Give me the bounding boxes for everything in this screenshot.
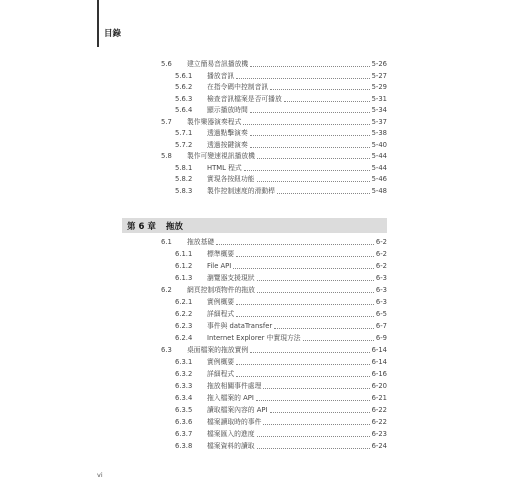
- toc-entry-title: 實例概要: [207, 358, 235, 366]
- toc-subsection-entry: [175, 381, 387, 392]
- chapter-title: 拖放: [165, 221, 183, 232]
- toc-entry-number: 6.3.7: [175, 430, 193, 438]
- toc-entry-page: 5-37: [371, 117, 387, 126]
- toc-entry-number: 5.8: [161, 152, 172, 160]
- toc-entry-page: 6-2: [375, 238, 387, 246]
- toc-entry-number: 6.3.1: [175, 358, 193, 366]
- toc-subsection-entry: [175, 357, 387, 368]
- toc-entry-number: 5.6.2: [175, 83, 193, 91]
- toc-entry-title: 桌面檔案的拖放實例: [187, 346, 249, 354]
- dot-leader: [236, 304, 374, 305]
- toc-entry-title: 檢查音訊檔案是否可播放: [207, 94, 282, 103]
- toc-subsection-entry: [175, 309, 387, 320]
- toc-entry-title: 製作樂器演奏程式: [187, 117, 242, 126]
- dot-leader: [270, 412, 370, 413]
- toc-entry-page: 5-48: [371, 186, 387, 195]
- toc-entry-number: 6.2: [161, 286, 172, 294]
- dot-leader: [257, 292, 374, 293]
- dot-leader: [244, 170, 370, 171]
- toc-entry-page: 6-20: [371, 382, 387, 390]
- dot-leader: [233, 268, 374, 269]
- header-rule: [97, 0, 99, 47]
- dot-leader: [263, 424, 369, 425]
- toc-subsection-entry: [175, 174, 387, 185]
- toc-entry-title: 網頁控制項物件的拖放: [187, 286, 255, 294]
- toc-entry-title: HTML 程式: [207, 163, 242, 172]
- dot-leader: [250, 112, 370, 113]
- toc-entry-title: 實現各按鈕功能: [207, 175, 255, 183]
- toc-entry-title: 檔案資料的讀取: [207, 442, 255, 450]
- toc-subsection-entry: [175, 249, 387, 260]
- toc-subsection-entry: [175, 140, 387, 151]
- toc-entry-title: 建立簡易音訊播放機: [187, 60, 249, 68]
- toc-entry-title: 透過按鍵演奏: [207, 140, 248, 149]
- toc-entry-number: 5.6.1: [175, 71, 193, 80]
- toc-entry-number: 5.7.2: [175, 140, 193, 149]
- running-header: 目錄: [104, 29, 122, 39]
- toc-entry-number: 5.6.3: [175, 94, 193, 103]
- toc-entry-title: 詳細程式: [207, 310, 235, 318]
- toc-entry-page: 5-38: [371, 129, 387, 137]
- toc-entry-number: 6.1.3: [175, 274, 193, 282]
- toc-entry-page: 6-14: [371, 358, 387, 366]
- toc-entry-page: 6-24: [371, 442, 387, 450]
- toc-entry-page: 6-3: [375, 274, 387, 282]
- toc-entry-title: 檔案匯入的進度: [207, 430, 255, 438]
- toc-subsection-entry: [175, 82, 387, 93]
- dot-leader: [256, 400, 370, 401]
- dot-leader: [250, 135, 370, 136]
- toc-section-entry: [161, 285, 387, 296]
- toc-entry-title: 拖放相關事件處理: [207, 382, 262, 390]
- toc-entry-page: 6-16: [371, 370, 387, 378]
- toc-entry-page: 6-2: [375, 250, 387, 258]
- toc-subsection-entry: [175, 186, 387, 197]
- toc-entry-title: 拖放基礎: [187, 238, 215, 246]
- toc-subsection-entry: [175, 105, 387, 116]
- dot-leader: [236, 78, 369, 79]
- dot-leader: [274, 328, 374, 329]
- toc-entry-number: 5.8.3: [175, 186, 193, 195]
- dot-leader: [257, 158, 370, 159]
- toc-entry-page: 6-14: [371, 346, 387, 354]
- toc-entry-title: 顯示播放時間: [207, 106, 248, 114]
- toc-subsection-entry: [175, 393, 387, 404]
- toc-entry-page: 6-7: [375, 322, 387, 330]
- chapter-heading: [122, 218, 387, 233]
- dot-leader: [303, 340, 374, 341]
- toc-entry-title: 瀏覽器支援現狀: [207, 274, 255, 282]
- toc-entry-page: 6-23: [371, 430, 387, 438]
- toc-entry-title: 播放音訊: [207, 71, 235, 80]
- toc-entry-page: 6-5: [375, 310, 387, 318]
- dot-leader: [243, 124, 369, 125]
- dot-leader: [284, 101, 370, 102]
- toc-subsection-entry: [175, 273, 387, 284]
- toc-entry-page: 6-9: [375, 334, 387, 342]
- toc-entry-page: 6-2: [375, 262, 387, 270]
- toc-subsection-entry: [175, 333, 387, 344]
- toc-entry-page: 6-22: [371, 406, 387, 414]
- page-number: vi: [97, 471, 103, 479]
- dot-leader: [257, 436, 370, 437]
- toc-subsection-entry: [175, 94, 387, 105]
- toc-entry-title: File API: [207, 262, 232, 270]
- toc-subsection-entry: [175, 417, 387, 428]
- dot-leader: [216, 244, 374, 245]
- toc-entry-title: 拖入檔案的 API: [207, 394, 254, 402]
- toc-entry-page: 5-44: [371, 152, 387, 160]
- toc-section-entry: [161, 345, 387, 356]
- toc-entry-page: 6-22: [371, 418, 387, 426]
- toc-entry-page: 5-44: [371, 163, 387, 172]
- toc-entry-number: 5.7: [161, 117, 172, 126]
- toc-entry-number: 6.3: [161, 346, 172, 354]
- toc-subsection-entry: [175, 369, 387, 380]
- dot-leader: [257, 181, 370, 182]
- dot-leader: [236, 256, 374, 257]
- toc-entry-title: 製作控制速度的滑動桿: [207, 186, 275, 195]
- toc-entry-title: 檔案讀取時的事件: [207, 418, 262, 426]
- toc-subsection-entry: [175, 405, 387, 416]
- dot-leader: [236, 376, 369, 377]
- toc-entry-number: 6.2.4: [175, 334, 193, 342]
- toc-entry-number: 6.3.2: [175, 370, 193, 378]
- dot-leader: [236, 316, 374, 317]
- toc-entry-page: 5-27: [371, 71, 387, 80]
- toc-section-entry: [161, 59, 387, 70]
- toc-subsection-entry: [175, 163, 387, 174]
- toc-subsection-entry: [175, 261, 387, 272]
- toc-entry-number: 6.3.5: [175, 406, 193, 414]
- toc-entry-page: 6-3: [375, 298, 387, 306]
- toc-entry-title: 標準概要: [207, 250, 235, 258]
- toc-entry-title: 透過點擊演奏: [207, 129, 248, 137]
- toc-entry-number: 6.3.3: [175, 382, 193, 390]
- dot-leader: [250, 66, 369, 67]
- toc-section-entry: [161, 117, 387, 128]
- toc-entry-title: 事件與 dataTransfer: [207, 322, 273, 330]
- toc-entry-number: 5.8.2: [175, 175, 193, 183]
- toc-entry-number: 5.6.4: [175, 106, 193, 114]
- dot-leader: [250, 147, 370, 148]
- toc-entry-page: 6-21: [371, 394, 387, 402]
- dot-leader: [250, 352, 369, 353]
- dot-leader: [257, 448, 370, 449]
- toc-subsection-entry: [175, 429, 387, 440]
- toc-entry-number: 6.1.1: [175, 250, 193, 258]
- toc-subsection-entry: [175, 297, 387, 308]
- dot-leader: [236, 364, 369, 365]
- dot-leader: [257, 280, 374, 281]
- toc-subsection-entry: [175, 321, 387, 332]
- toc-entry-number: 6.1: [161, 238, 172, 246]
- toc-subsection-entry: [175, 128, 387, 139]
- toc-entry-number: 5.8.1: [175, 163, 193, 172]
- toc-section-entry: [161, 237, 387, 248]
- toc-entry-page: 5-29: [371, 83, 387, 91]
- dot-leader: [263, 388, 369, 389]
- toc-entry-number: 6.1.2: [175, 262, 193, 270]
- toc-entry-page: 5-31: [371, 94, 387, 103]
- toc-entry-title: 讀取檔案內容的 API: [207, 406, 268, 414]
- toc-entry-number: 5.6: [161, 60, 172, 68]
- toc-entry-title: 在指令碼中控制音訊: [207, 83, 269, 91]
- toc-entry-number: 6.2.1: [175, 298, 193, 306]
- toc-entry-number: 6.3.8: [175, 442, 193, 450]
- toc-entry-page: 5-26: [371, 60, 387, 68]
- toc-entry-page: 6-3: [375, 286, 387, 294]
- toc-entry-title: 製作可變速視訊播放機: [187, 152, 255, 160]
- toc-entry-number: 5.7.1: [175, 129, 193, 137]
- toc-entry-number: 6.2.2: [175, 310, 193, 318]
- toc-entry-page: 5-34: [371, 106, 387, 114]
- dot-leader: [277, 193, 370, 194]
- toc-subsection-entry: [175, 441, 387, 452]
- toc-entry-number: 6.2.3: [175, 322, 193, 330]
- toc-section-entry: [161, 151, 387, 162]
- toc-entry-title: Internet Explorer 中實現方法: [207, 334, 301, 342]
- chapter-number: 第 6 章: [127, 221, 156, 232]
- toc-entry-number: 6.3.4: [175, 394, 193, 402]
- toc-subsection-entry: [175, 71, 387, 82]
- toc-entry-title: 詳細程式: [207, 370, 235, 378]
- toc-entry-title: 實例概要: [207, 298, 235, 306]
- toc-entry-page: 5-40: [371, 140, 387, 149]
- toc-entry-number: 6.3.6: [175, 418, 193, 426]
- toc-entry-page: 5-46: [371, 175, 387, 183]
- dot-leader: [270, 89, 369, 90]
